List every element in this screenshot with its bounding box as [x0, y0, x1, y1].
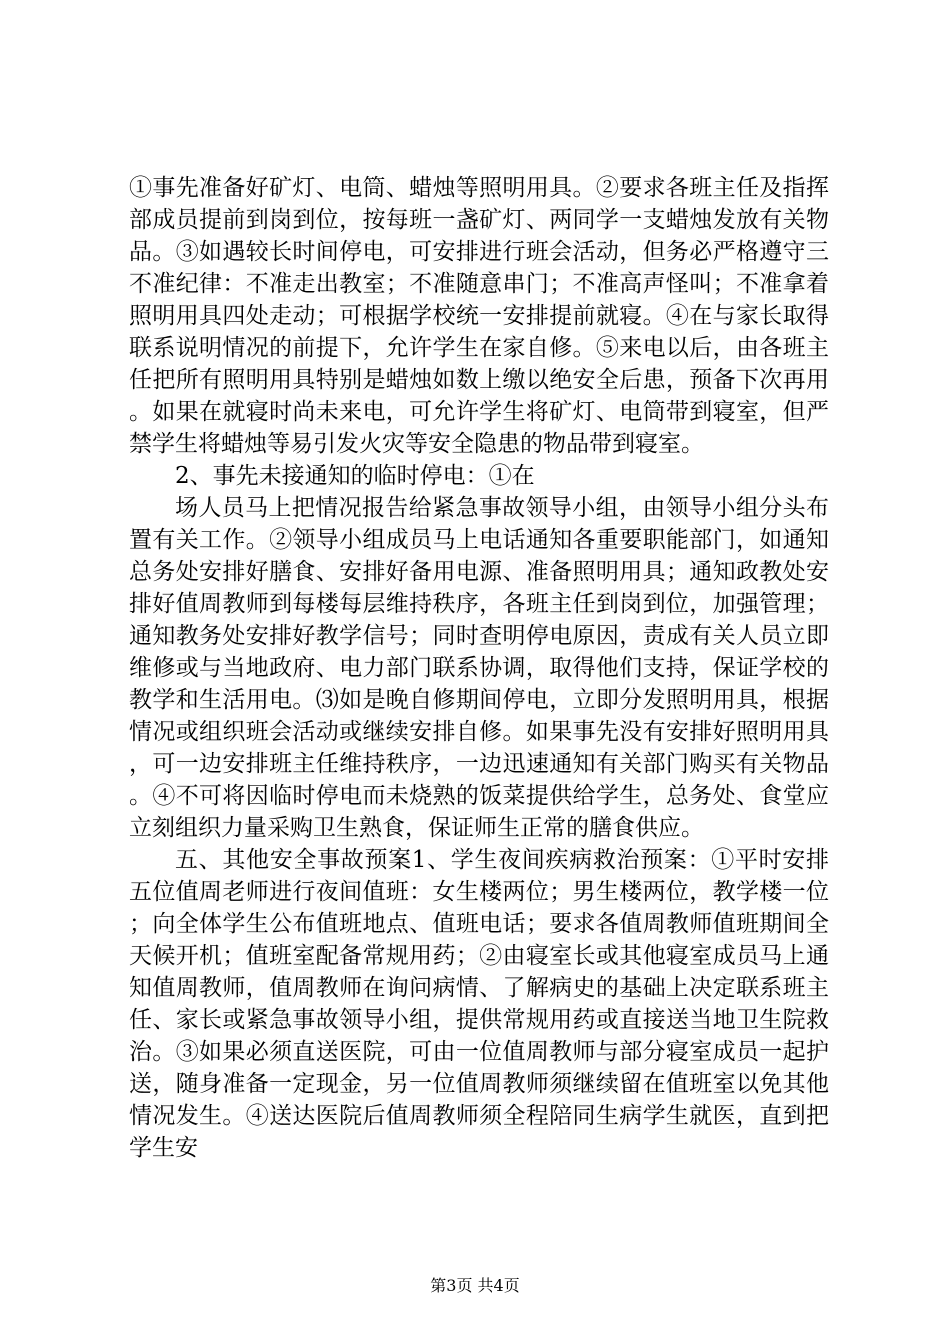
paragraph-other-safety-plans: 五、其他安全事故预案1、学生夜间疾病救治预案：①平时安排五位值周老师进行夜间值班：女生楼两位；男生楼两位，教学楼一位；向全体学生公布值班地点、值班电话；要求各值周教师值班期间全天候开机；值班室配备常规用药；②由寝室长或其他寝室成员马上通知值周教师，值周教师在询问病情、了解病史的基础上决定联系班主任、家长或紧急事故领导小组，提供常规用药或直接送当地卫生院救治。③如果必须直送医院，可由一位值周教师与部分寝室成员一起护送，随身准备一定现金，另一位值周教师须继续留在值班室以免其他情况发生。④送达医院后值周教师须全程陪同生病学生就医，直到把学生安 — [129, 847, 829, 1161]
document-body — [129, 172, 829, 1164]
paragraph-power-outage-notified: ①事先准备好矿灯、电筒、蜡烛等照明用具。②要求各班主任及指挥部成员提前到岗到位，按每班一盏矿灯、两同学一支蜡烛发放有关物品。③如遇较长时间停电，可安排进行班会活动，但务必严格遵守三不准纪律：不准走出教室；不准随意串门；不准高声怪叫；不准拿着照明用具四处走动；可根据学校统一安排提前就寝。④在与家长取得联系说明情况的前提下，允许学生在家自修。⑤来电以后，由各班主任把所有照明用具特别是蜡烛如数上缴以绝安全后患，预备下次再用。如果在就寝时尚未来电，可允许学生将矿灯、电筒带到寝室，但严禁学生将蜡烛等易引发火灾等安全隐患的物品带到寝室。 — [129, 175, 829, 457]
page-footer: 第3页 共4页 — [430, 1276, 520, 1295]
paragraph-unnotified-outage-body: 场人员马上把情况报告给紧急事故领导小组，由领导小组分头布置有关工作。②领导小组成员马上电话通知各重要职能部门，如通知总务处安排好膳食、安排好备用电源、准备照明用具；通知政教处安排好值周教师到每楼每层维持秩序，各班主任到岗到位，加强管理；通知教务处安排好教学信号；同时查明停电原因，责成有关人员立即维修或与当地政府、电力部门联系协调，取得他们支持，保证学校的教学和生活用电。⑶如是晚自修期间停电，立即分发照明用具，根据情况或组织班会活动或继续安排自修。如果事先没有安排好照明用具，可一边安排班主任维持秩序，一边迅速通知有关部门购买有关物品。④不可将因临时停电而未烧熟的饭菜提供给学生，总务处、食堂应立刻组织力量采购卫生熟食，保证师生正常的膳食供应。 — [129, 495, 829, 841]
paragraph-unnotified-outage-heading: 2、事先未接通知的临时停电：①在 — [175, 463, 535, 489]
